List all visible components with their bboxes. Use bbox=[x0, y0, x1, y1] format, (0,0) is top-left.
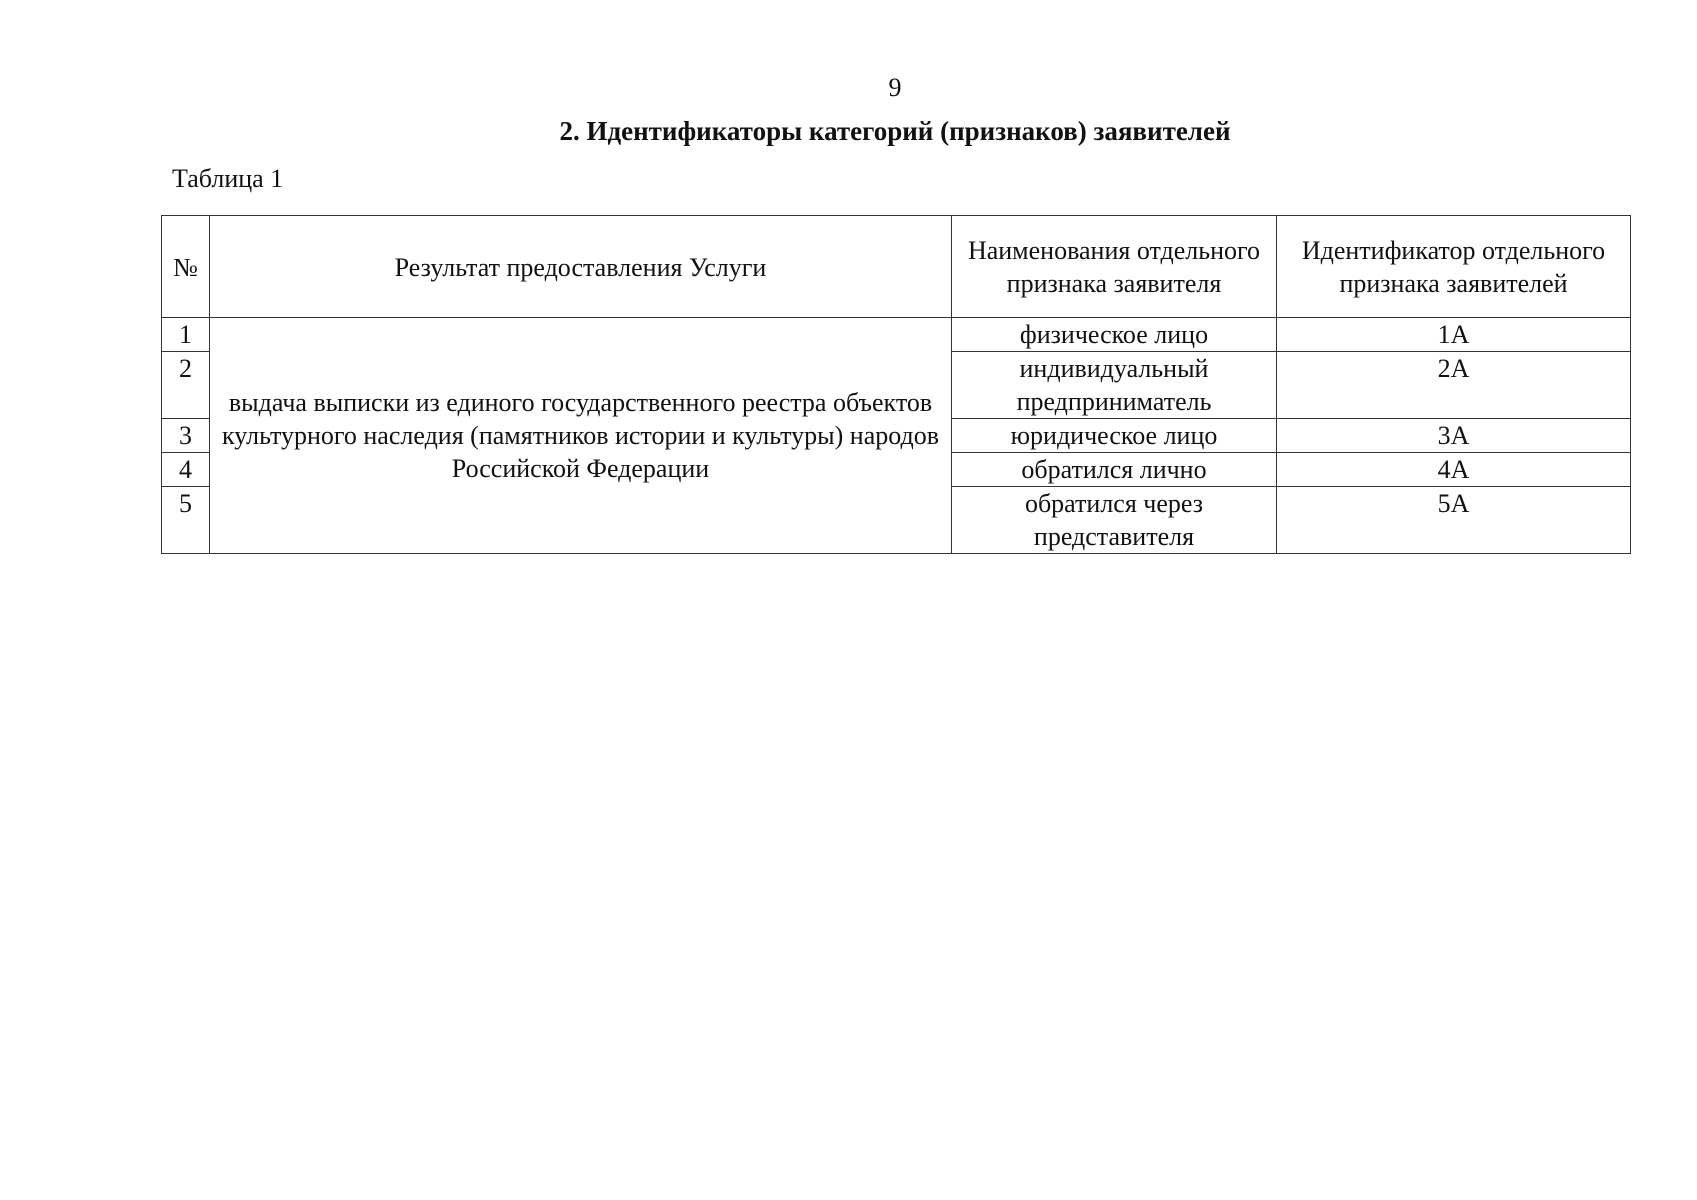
service-result-cell: выдача выписки из единого государственного реестра объектов культурного наследия (памятников истории и культуры) народов Российской Федерации bbox=[210, 318, 952, 554]
header-service-result: Результат предоставления Услуги bbox=[210, 216, 952, 318]
row-number: 1 bbox=[162, 318, 210, 352]
attribute-name: физическое лицо bbox=[952, 318, 1277, 352]
attribute-name: юридическое лицо bbox=[952, 419, 1277, 453]
attribute-id: 4А bbox=[1277, 453, 1631, 487]
attribute-id: 1А bbox=[1277, 318, 1631, 352]
attribute-id: 2А bbox=[1277, 352, 1631, 419]
attribute-id: 5А bbox=[1277, 487, 1631, 554]
row-number: 3 bbox=[162, 419, 210, 453]
attribute-name: обратился лично bbox=[952, 453, 1277, 487]
header-attribute-id: Идентификатор отдельного признака заявителей bbox=[1277, 216, 1631, 318]
row-number: 4 bbox=[162, 453, 210, 487]
table-header-row bbox=[162, 216, 1631, 318]
attribute-name: обратился через представителя bbox=[952, 487, 1277, 554]
table-caption: Таблица 1 bbox=[172, 164, 284, 193]
applicant-categories-table bbox=[161, 215, 1631, 554]
section-title: 2. Идентификаторы категорий (признаков) заявителей bbox=[559, 116, 1231, 146]
attribute-id: 3А bbox=[1277, 419, 1631, 453]
row-number: 2 bbox=[162, 352, 210, 419]
attribute-name: индивидуальный предприниматель bbox=[952, 352, 1277, 419]
table-row bbox=[162, 318, 1631, 352]
header-number: № bbox=[162, 216, 210, 318]
page-number: 9 bbox=[888, 73, 902, 102]
header-attribute-name: Наименования отдельного признака заявителя bbox=[952, 216, 1277, 318]
row-number: 5 bbox=[162, 487, 210, 554]
